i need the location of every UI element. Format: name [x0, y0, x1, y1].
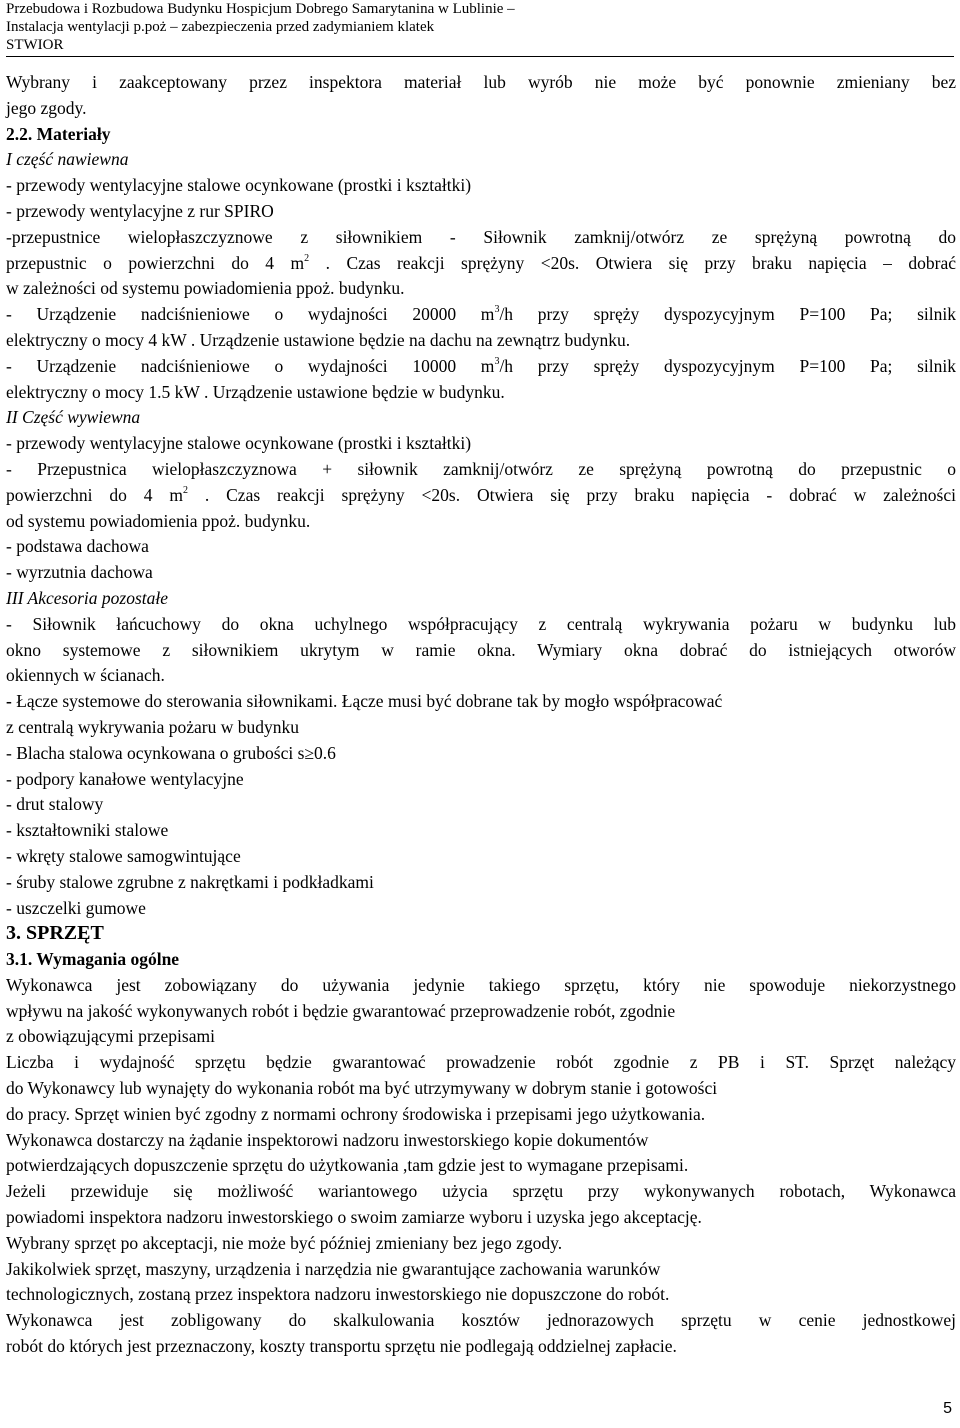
text-span: 0.6 — [314, 742, 336, 763]
paragraph-line: jego zgody. — [6, 97, 87, 118]
paragraph-line: Jeżeli przewiduje się możliwość wariantowego użycia sprzętu przy wykonywanych robotach, Wykonawca — [6, 1181, 956, 1202]
list-item-continuation: z centralą wykrywania pożaru w budynku — [6, 716, 300, 737]
text-span: Łącze systemowe do sterowania siłownikami. Łącze musi być dobrane tak by mogło współpracować — [16, 691, 723, 712]
paragraph-line: robót do których jest przeznaczony, koszty transportu sprzętu nie podlegają oddzielnej zapłacie. — [6, 1336, 677, 1357]
text-span: ≥ — [304, 742, 314, 763]
paragraph-line: wpływu na jakość wykonywanych robót i będzie gwarantować przeprowadzenie robót, zgodnie — [6, 1000, 676, 1021]
text-span: . Czas reakcji sprężyny <20s. Otwiera się przy braku napięcia – dobrać — [309, 252, 956, 273]
list-item: -przepustnice wielopłaszczyznowe z siłownikiem - Siłownik zamknij/otwórz ze sprężyną powrotną do — [6, 226, 956, 247]
header-divider — [6, 56, 954, 57]
list-item: - kształtowniki stalowe — [6, 820, 169, 841]
list-item: - podpory kanałowe wentylacyjne — [6, 768, 244, 789]
text-span: - Urządzenie nadciśnieniowe o wydajności 10000 m — [6, 355, 495, 376]
list-item: - uszczelki gumowe — [6, 897, 146, 918]
text-span: . Czas reakcji sprężyny <20s. Otwiera się przy braku napięcia - dobrać w zależności — [188, 484, 956, 505]
subsection-heading-accessories: III Akcesoria pozostałe — [6, 587, 169, 608]
list-item-continuation: okiennych w ścianach. — [6, 665, 165, 686]
list-item: - śruby stalowe zgrubne z nakrętkami i podkładkami — [6, 871, 374, 892]
list-item: - wyrzutnia dachowa — [6, 562, 153, 583]
text-span: powierzchni do 4 m — [6, 484, 183, 505]
list-item: - Przepustnica wielopłaszczyznowa + siłownik zamknij/otwórz ze sprężyną powrotną do przepustnic o — [6, 458, 956, 479]
text-span: przepustnic o powierzchni do 4 m — [6, 252, 305, 273]
list-item-continuation: w zależności od systemu powiadomienia ppoż. budynku. — [6, 278, 405, 299]
header-title-line-3: STWIOR — [6, 37, 64, 53]
text-span: /h przy spręży dyspozycyjnym P=100 Pa; silnik — [499, 304, 957, 325]
list-item — [6, 689, 956, 715]
paragraph-line: Wykonawca dostarczy na żądanie inspektorowi nadzoru inwestorskiego kopie dokumentów — [6, 1129, 649, 1150]
document-header — [6, 0, 946, 54]
superscript: 3 — [494, 355, 500, 367]
list-item: - drut stalowy — [6, 794, 104, 815]
paragraph-line: technologicznych, zostaną przez inspektora nadzoru inwestorskiego nie dopuszczone do robót. — [6, 1284, 670, 1305]
paragraph-line: Liczba i wydajność sprzętu będzie gwarantować prowadzenie robót zgodnie z PB i ST. Sprzęt należący — [6, 1052, 956, 1073]
section-heading-materials: 2.2. Materiały — [6, 123, 111, 144]
header-title-line-1: Przebudowa i Rozbudowa Budynku Hospicjum Dobrego Samarytanina w Lublinie – — [6, 1, 515, 17]
text-span: /h przy spręży dyspozycyjnym P=100 Pa; silnik — [499, 355, 957, 376]
document-body — [6, 70, 956, 1360]
header-title-line-2: Instalacja wentylacji p.poż – zabezpieczenia przed zadymianiem klatek — [6, 19, 435, 35]
paragraph-line: potwierdzających dopuszczenie sprzętu do użytkowania ,tam gdzie jest to wymagane przepisami. — [6, 1155, 689, 1176]
paragraph-line: Wybrany i zaakceptowany przez inspektora materiał lub wyrób nie może być ponownie zmieniany bez — [6, 72, 956, 92]
list-item: - wkręty stalowe samogwintujące — [6, 845, 241, 866]
list-item: - przewody wentylacyjne stalowe ocynkowane (prostki i kształtki) — [6, 175, 472, 196]
text-span: - Blacha stalowa ocynkowana o grubości s — [6, 742, 305, 763]
list-item — [6, 741, 956, 767]
list-item-continuation: okno systemowe z siłownikiem ukrytym w ramie okna. Wymiary okna dobrać do istniejących otworów — [6, 639, 956, 660]
subsection-heading-supply: I część nawiewna — [6, 149, 129, 170]
list-item: - przewody wentylacyjne z rur SPIRO — [6, 200, 274, 221]
text-span: - Urządzenie nadciśnieniowe o wydajności 20000 m — [6, 304, 495, 325]
list-item: - podstawa dachowa — [6, 536, 149, 557]
list-item — [6, 354, 956, 380]
paragraph-line: Wykonawca jest zobligowany do skalkulowania kosztów jednorazowych sprzętu w cenie jednostkowej — [6, 1310, 956, 1331]
superscript: 3 — [494, 304, 500, 316]
section-heading-equipment: 3. SPRZĘT — [6, 922, 104, 945]
page-number: 5 — [943, 1400, 952, 1417]
paragraph-line: Jakikolwiek sprzęt, maszyny, urządzenia i narzędzia nie gwarantujące zachowania warunków — [6, 1258, 661, 1279]
list-item — [6, 302, 956, 328]
list-item-continuation — [6, 483, 956, 509]
paragraph-line: do pracy. Sprzęt winien być zgodny z normami ochrony środowiska i przepisami jego użytkowania. — [6, 1103, 706, 1124]
text-span: - — [6, 691, 17, 712]
list-item: - Siłownik łańcuchowy do okna uchylnego współpracujący z centralą wykrywania pożaru w budynku lub — [6, 613, 956, 634]
section-heading-general-requirements: 3.1. Wymagania ogólne — [6, 949, 180, 970]
paragraph-line: Wybrany sprzęt po akceptacji, nie może być później zmieniany bez jego zgody. — [6, 1232, 563, 1253]
list-item-continuation: elektryczny o mocy 4 kW . Urządzenie ustawione będzie na dachu na zewnątrz budynku. — [6, 329, 631, 350]
superscript: 2 — [304, 252, 310, 264]
list-item-continuation — [6, 251, 956, 277]
superscript: 2 — [183, 484, 188, 496]
paragraph-line: powiadomi inspektora nadzoru inwestorskiego o swoim zamiarze wyboru i uzyska jego akceptację. — [6, 1207, 702, 1228]
subsection-heading-exhaust: II Część wywiewna — [6, 407, 141, 428]
paragraph-line: z obowiązującymi przepisami — [6, 1026, 215, 1047]
list-item: - przewody wentylacyjne stalowe ocynkowane (prostki i kształtki) — [6, 433, 472, 454]
list-item-continuation: elektryczny o mocy 1.5 kW . Urządzenie ustawione będzie w budynku. — [6, 381, 505, 402]
list-item-continuation: od systemu powiadomienia ppoż. budynku. — [6, 510, 311, 531]
paragraph-line: do Wykonawcy lub wynajęty do wykonania robót ma być utrzymywany w dobrym stanie i gotowości — [6, 1078, 718, 1099]
paragraph-line: Wykonawca jest zobowiązany do używania jedynie takiego sprzętu, który nie spowoduje niekorzystnego — [6, 974, 956, 995]
